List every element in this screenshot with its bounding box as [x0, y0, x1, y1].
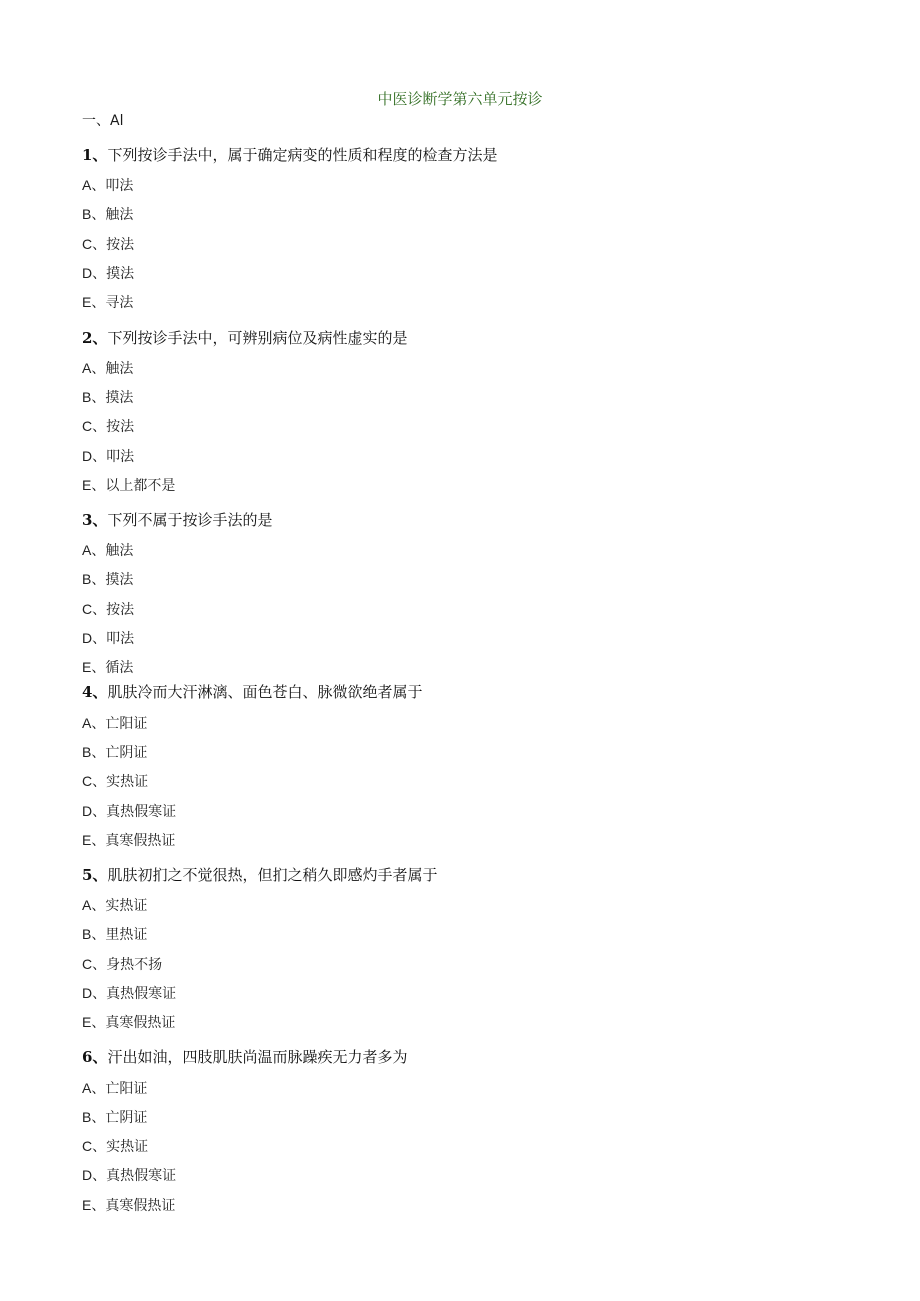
question-number: 2、 [82, 329, 108, 347]
answer-option [82, 983, 176, 1004]
answer-option [82, 713, 147, 734]
option-text: 实热证 [106, 1139, 149, 1155]
question-stem [82, 1047, 407, 1067]
answer-option [82, 263, 134, 284]
option-letter: B、 [82, 389, 106, 405]
option-letter: E、 [82, 294, 106, 310]
answer-option [82, 234, 134, 255]
question-number: 1、 [82, 146, 108, 164]
question-number: 6、 [82, 1048, 108, 1066]
answer-option [82, 657, 133, 678]
option-letter: C、 [82, 601, 107, 617]
option-text: 按法 [106, 602, 135, 618]
question-text: 下列不属于按诊手法的是 [107, 511, 273, 529]
answer-option [82, 569, 133, 590]
option-text: 真热假寒证 [106, 986, 177, 1002]
question-stem [82, 145, 497, 165]
option-text: 按法 [106, 237, 135, 253]
option-text: 亡阳证 [105, 716, 148, 732]
answer-option [82, 954, 162, 975]
answer-option [82, 175, 133, 196]
answer-option [82, 1195, 175, 1216]
answer-option [82, 292, 133, 313]
option-letter: E、 [82, 1014, 106, 1030]
option-letter: C、 [82, 773, 107, 789]
option-text: 真热假寒证 [106, 804, 177, 820]
option-letter: B、 [82, 926, 106, 942]
answer-option [82, 416, 134, 437]
answer-option [82, 1136, 148, 1157]
option-text: 触法 [105, 543, 134, 559]
question-stem [82, 865, 437, 885]
answer-option [82, 830, 175, 851]
option-letter: D、 [82, 265, 107, 281]
option-letter: A、 [82, 1080, 106, 1096]
option-text: 真寒假热证 [105, 833, 176, 849]
answer-option [82, 1107, 147, 1128]
answer-option [82, 1165, 176, 1186]
answer-option [82, 924, 147, 945]
section-heading: 一、Al [82, 113, 124, 129]
question-number: 4、 [82, 683, 108, 701]
answer-option [82, 540, 133, 561]
option-letter: D、 [82, 803, 107, 819]
option-text: 实热证 [106, 774, 149, 790]
option-text: 亡阴证 [105, 745, 148, 761]
option-letter: A、 [82, 715, 106, 731]
question-stem [82, 510, 272, 530]
document-title: 中医诊断学第六单元按诊 [377, 90, 543, 108]
answer-option [82, 801, 176, 822]
option-letter: E、 [82, 477, 106, 493]
option-text: 叩法 [105, 178, 134, 194]
option-letter: E、 [82, 659, 106, 675]
option-text: 以上都不是 [105, 478, 176, 494]
option-letter: E、 [82, 832, 106, 848]
option-text: 触法 [105, 207, 134, 223]
option-text: 按法 [106, 419, 135, 435]
option-letter: B、 [82, 571, 106, 587]
option-text: 亡阴证 [105, 1110, 148, 1126]
option-letter: E、 [82, 1197, 106, 1213]
answer-option [82, 1012, 175, 1033]
option-letter: D、 [82, 1167, 107, 1183]
option-letter: B、 [82, 206, 106, 222]
option-text: 身热不扬 [106, 957, 163, 973]
question-text: 下列按诊手法中，可辨别病位及病性虚实的是 [107, 329, 408, 347]
option-letter: C、 [82, 1138, 107, 1154]
option-text: 真热假寒证 [106, 1168, 177, 1184]
option-text: 真寒假热证 [105, 1198, 176, 1214]
option-text: 摸法 [105, 572, 134, 588]
option-text: 摸法 [105, 390, 134, 406]
question-text: 肌肤冷而大汗淋漓、面色苍白、脉微欲绝者属于 [107, 683, 423, 701]
option-text: 触法 [105, 361, 134, 377]
option-text: 寻法 [105, 295, 134, 311]
question-text: 下列按诊手法中，属于确定病变的性质和程度的检查方法是 [107, 146, 498, 164]
question-text: 肌肤初扪之不觉很热，但扪之稍久即感灼手者属于 [107, 866, 438, 884]
answer-option [82, 204, 133, 225]
answer-option [82, 1078, 147, 1099]
answer-option [82, 895, 147, 916]
option-letter: A、 [82, 897, 106, 913]
option-text: 叩法 [106, 449, 135, 465]
option-text: 叩法 [106, 631, 135, 647]
option-text: 真寒假热证 [105, 1015, 176, 1031]
option-letter: A、 [82, 542, 106, 558]
option-letter: D、 [82, 985, 107, 1001]
option-text: 实热证 [105, 898, 148, 914]
answer-option [82, 771, 148, 792]
option-letter: C、 [82, 236, 107, 252]
option-letter: A、 [82, 360, 106, 376]
answer-option [82, 475, 175, 496]
answer-option [82, 599, 134, 620]
option-letter: D、 [82, 630, 107, 646]
option-letter: B、 [82, 744, 106, 760]
question-number: 3、 [82, 511, 108, 529]
answer-option [82, 387, 133, 408]
option-letter: C、 [82, 956, 107, 972]
question-text: 汗出如油，四肢肌肤尚温而脉躁疾无力者多为 [107, 1048, 408, 1066]
answer-option [82, 742, 147, 763]
option-text: 亡阳证 [105, 1081, 148, 1097]
option-text: 循法 [105, 660, 134, 676]
question-number: 5、 [82, 866, 108, 884]
question-stem [82, 682, 422, 702]
option-letter: C、 [82, 418, 107, 434]
answer-option [82, 628, 134, 649]
answer-option [82, 358, 133, 379]
option-text: 摸法 [106, 266, 135, 282]
answer-option [82, 446, 134, 467]
option-letter: A、 [82, 177, 106, 193]
option-letter: D、 [82, 448, 107, 464]
option-text: 里热证 [105, 927, 148, 943]
question-stem [82, 328, 407, 348]
option-letter: B、 [82, 1109, 106, 1125]
